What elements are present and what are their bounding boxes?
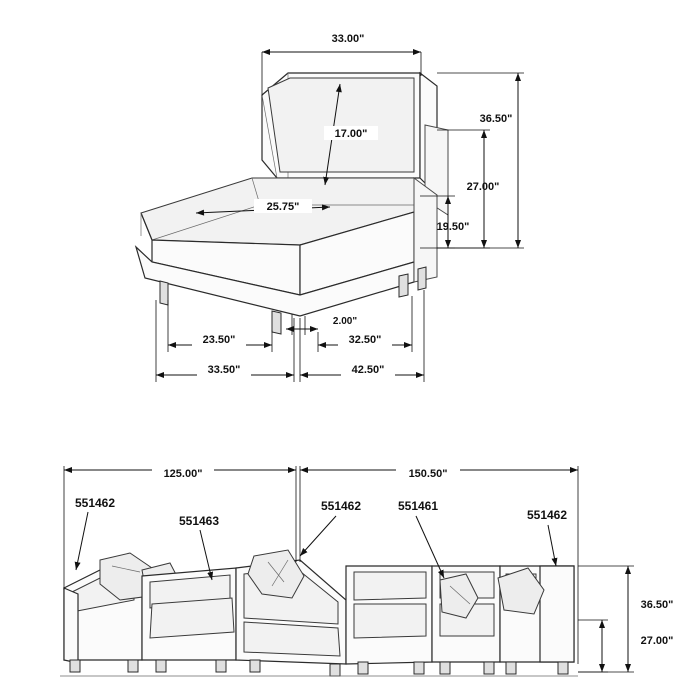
part-middle-armless: 551461 <box>397 499 439 513</box>
dim-overall-height-bottom: 36.50" <box>640 599 674 611</box>
dim-leg-inset: 2.00" <box>332 316 358 327</box>
bottom-view-labels <box>152 466 673 647</box>
part-right-arm: 551462 <box>526 508 568 522</box>
dim-left-span: 125.00" <box>163 468 203 480</box>
dim-back-height-bottom: 27.00" <box>640 635 674 647</box>
dim-seat-inner-width: 23.50" <box>202 334 236 346</box>
dim-width-top: 33.00" <box>331 33 365 45</box>
part-corner: 551462 <box>320 499 362 513</box>
dim-base-depth: 42.50" <box>351 364 385 376</box>
top-view-labels <box>192 33 512 376</box>
dim-seat-height: 19.50" <box>436 221 470 233</box>
part-left-armless: 551463 <box>178 514 220 528</box>
dim-back-height: 17.00" <box>334 128 368 140</box>
part-number-labels <box>75 496 567 528</box>
dim-overall-height-top: 36.50" <box>479 113 513 125</box>
dim-back-height-side: 27.00" <box>466 181 500 193</box>
part-left-arm: 551462 <box>74 496 116 510</box>
dim-depth-inner: 32.50" <box>348 334 382 346</box>
dim-seat-depth: 25.75" <box>266 201 300 213</box>
dim-base-width: 33.50" <box>207 364 241 376</box>
dim-right-span: 150.50" <box>408 468 448 480</box>
